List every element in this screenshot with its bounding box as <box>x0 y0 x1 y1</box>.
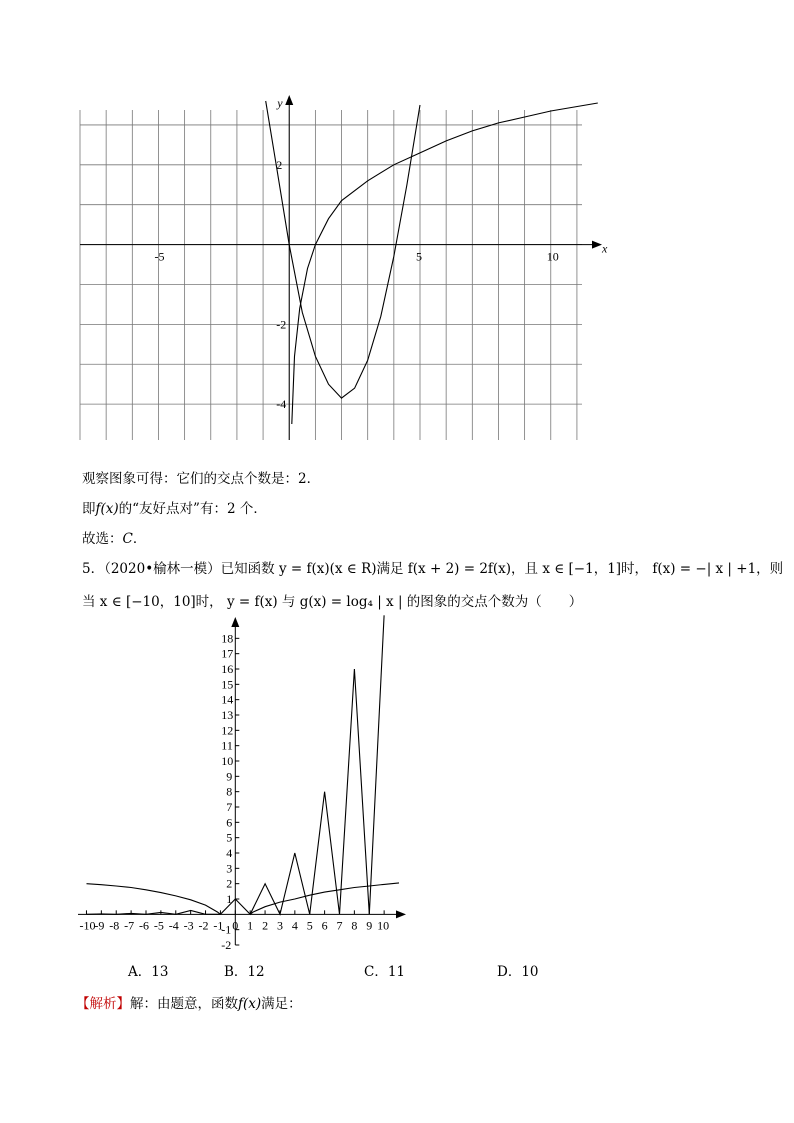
x-tick-label: 10 <box>546 249 559 264</box>
answer-text: 故选：C． <box>82 531 147 547</box>
x-tick-label: -5 <box>154 249 165 264</box>
analysis-tag: 【解析】 <box>76 996 130 1012</box>
x-tick-label: 2 <box>262 918 269 933</box>
y-axis-arrow <box>231 617 239 627</box>
x-tick-label: -7 <box>124 918 135 933</box>
x-axis-label: x <box>602 241 608 256</box>
y-tick-label: -2 <box>276 317 287 332</box>
x-tick-label: 5 <box>416 249 422 264</box>
y-tick-label: 7 <box>226 800 233 814</box>
y-tick-label: 2 <box>226 876 233 891</box>
option-b[interactable]: B．12 <box>224 964 265 980</box>
curve-2 <box>87 884 221 915</box>
y-tick-label: 11 <box>221 738 233 753</box>
y-tick-label: 2 <box>276 157 283 172</box>
x-tick-label: 6 <box>321 918 328 933</box>
x-tick-label: 7 <box>336 918 343 933</box>
x-tick-label: -1 <box>213 918 224 933</box>
x-tick-label: -2 <box>198 918 209 933</box>
x-tick-label: -4 <box>168 918 179 933</box>
y-tick-label: 12 <box>221 723 234 738</box>
y-tick-label: -2 <box>221 938 232 952</box>
question5-line2: 当 x ∈ [−10，10]时， y = f(x) 与 g(x) = log₄ | x | 的图象的交点个数为（ ） <box>82 594 583 610</box>
x-tick-label: 9 <box>366 918 373 933</box>
x-tick-label: -10 <box>79 918 96 933</box>
x-tick-label: -9 <box>94 918 105 933</box>
y-tick-label: 17 <box>221 646 234 661</box>
y-tick-label: 16 <box>221 662 234 676</box>
x-tick-label: 1 <box>247 918 254 933</box>
axes <box>78 617 406 945</box>
y-tick-label: 10 <box>221 754 234 768</box>
y-tick-label: -4 <box>276 397 287 412</box>
y-tick-label: 9 <box>226 769 233 784</box>
x-tick-label: -5 <box>153 918 164 933</box>
y-tick-label: 3 <box>226 861 233 876</box>
graph-question5 <box>70 615 410 955</box>
x-tick-label: 0 <box>232 918 239 933</box>
x-tick-label: -8 <box>109 918 120 933</box>
y-tick-label: 18 <box>221 631 234 646</box>
friendly-pairs-text: 即f(x)的“友好点对”有：2 个． <box>82 501 267 517</box>
x-tick-label: 8 <box>351 918 358 933</box>
question5-line1: 5．（2020•榆林一模）已知函数 y = f(x)(x ∈ R)满足 f(x + 2) = 2f(x)，且 x ∈ [−1，1]时， f(x) = −| x | +1，则 <box>82 561 784 577</box>
x-tick-label: -6 <box>139 918 149 933</box>
y-tick-label: -1 <box>221 922 232 937</box>
x-tick-label: 4 <box>291 918 298 933</box>
y-axis-arrow <box>285 95 293 105</box>
y-tick-label: 13 <box>221 708 234 722</box>
x-tick-label: -3 <box>183 918 194 933</box>
option-a[interactable]: A．13 <box>128 964 169 980</box>
x-tick-label: 5 <box>306 918 313 933</box>
option-d[interactable]: D．10 <box>497 964 539 980</box>
observe-text: 观察图象可得：它们的交点个数是：2． <box>82 471 321 487</box>
y-tick-label: 8 <box>226 784 233 799</box>
x-tick-label: 10 <box>377 918 390 933</box>
x-tick-label: 3 <box>276 918 283 933</box>
curves <box>87 615 400 914</box>
y-axis-label: y <box>277 96 283 110</box>
graph-intersections <box>70 95 608 455</box>
grid <box>80 110 582 440</box>
x-axis-arrow <box>592 241 602 249</box>
y-tick-label: 14 <box>221 692 234 707</box>
x-axis-arrow <box>396 910 406 918</box>
analysis-text: 【解析】解：由题意，函数f(x)满足： <box>76 996 302 1012</box>
y-tick-label: 4 <box>226 846 233 860</box>
tick-labels <box>79 631 389 952</box>
y-tick-label: 15 <box>221 677 234 692</box>
y-tick-label: 5 <box>226 830 233 845</box>
y-tick-label: 6 <box>226 815 233 830</box>
option-c[interactable]: C．11 <box>364 964 406 980</box>
y-tick-label: 1 <box>226 892 233 906</box>
